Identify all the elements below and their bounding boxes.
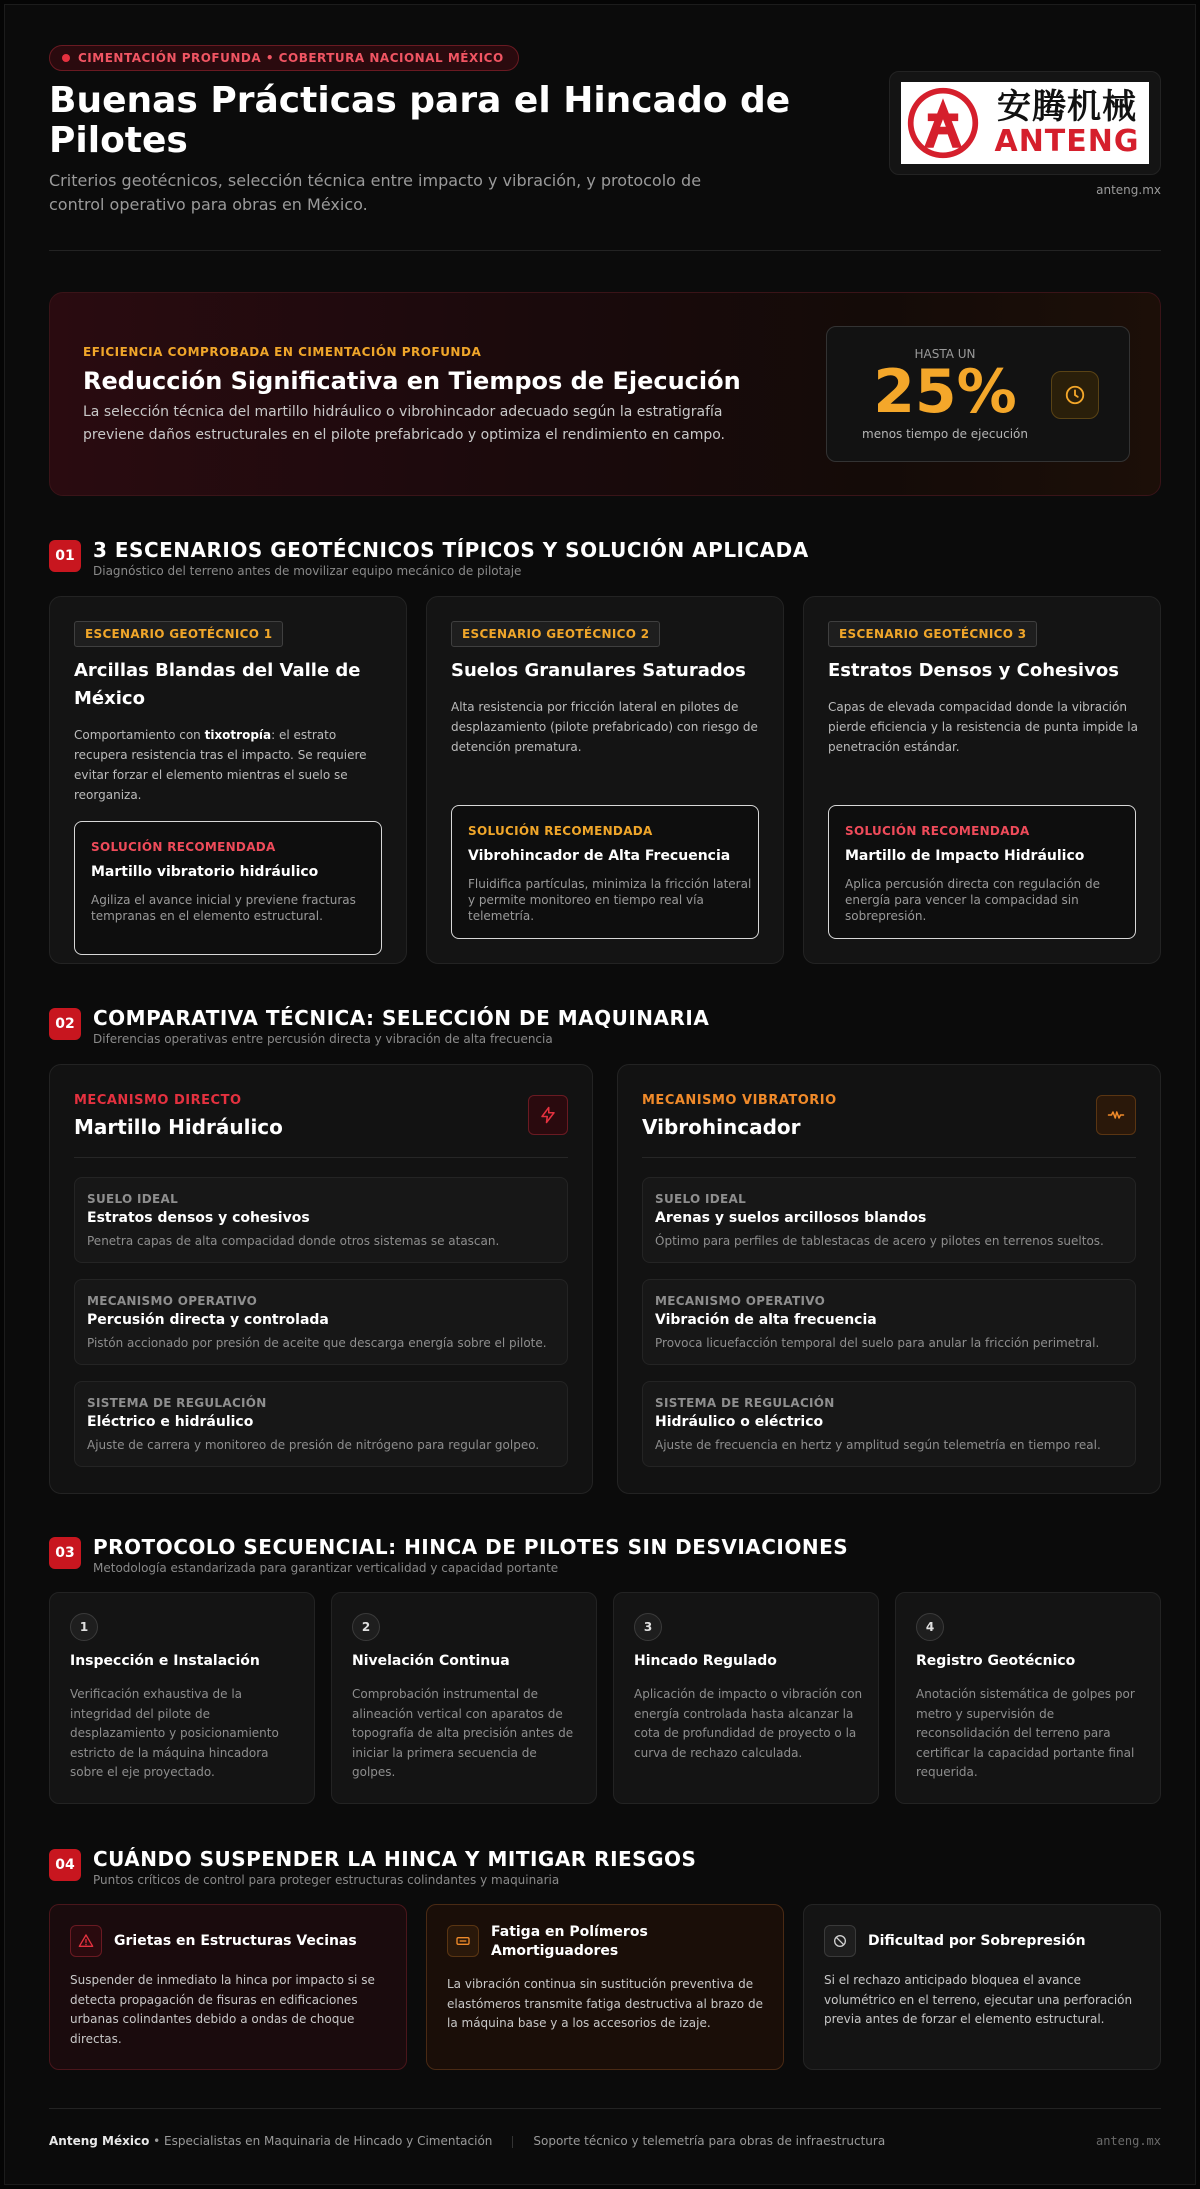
comparison-row (74, 1381, 568, 1467)
footer-separator (512, 2136, 513, 2148)
footer-tagline: • Especialistas en Maquinaria de Hincado y Cimentación (149, 2134, 493, 2148)
scenario-card-1 (49, 596, 407, 964)
scenario-desc-emphasis: tixotropía (204, 728, 272, 742)
prohibited-icon (824, 1925, 856, 1957)
row-value: Estratos densos y cohesivos (87, 1210, 310, 1226)
solution-description: Aplica percusión directa con regulación de energía para vencer la compacidad sin sobrepresión. (845, 877, 1100, 923)
section-4-subtitle: Puntos críticos de control para proteger estructuras colindantes y maquinaria (93, 1873, 560, 1887)
section-1-heading (49, 538, 1161, 578)
row-description: Ajuste de frecuencia en hertz y amplitud según telemetría en tiempo real. (655, 1438, 1101, 1452)
logo-text (989, 88, 1145, 158)
step-number: 2 (352, 1613, 380, 1641)
header-divider (49, 250, 1161, 251)
step-number: 3 (634, 1613, 662, 1641)
scenario-desc-part: : el estrato recupera resistencia tras el impacto. Se requiere evitar forzar el elemento mientras el suelo se reorganiza. (74, 728, 367, 802)
section-3-heading (49, 1535, 1161, 1575)
risk-title: Dificultad por Sobrepresión (868, 1933, 1086, 1949)
solution-box (451, 805, 759, 939)
row-description: Provoca licuefacción temporal del suelo para anular la fricción perimetral. (655, 1336, 1100, 1350)
row-value: Percusión directa y controlada (87, 1312, 329, 1328)
section-3-title: PROTOCOLO SECUENCIAL: HINCA DE PILOTES SIN DESVIACIONES (93, 1535, 849, 1559)
step-title: Hincado Regulado (634, 1653, 777, 1669)
section-3-number: 03 (49, 1537, 81, 1569)
row-label: SUELO IDEAL (655, 1192, 747, 1206)
header-tag-text: CIMENTACIÓN PROFUNDA • COBERTURA NACIONAL MÉXICO (78, 51, 504, 65)
logo-chinese-text: 安腾机械 (997, 87, 1137, 127)
solution-name: Martillo vibratorio hidráulico (91, 864, 319, 880)
comparison-row (74, 1177, 568, 1263)
step-number: 1 (70, 1613, 98, 1641)
risk-title: Fatiga en Polímeros Amortiguadores (491, 1924, 648, 1959)
machine-name: Martillo Hidráulico (74, 1115, 283, 1139)
header-site-link[interactable]: anteng.mx (1096, 183, 1161, 197)
header-tag (49, 45, 519, 71)
anteng-logo-mark-icon (905, 85, 981, 161)
step-number: 4 (916, 1613, 944, 1641)
scenario-badge: ESCENARIO GEOTÉCNICO 1 (74, 621, 283, 647)
mechanism-kicker: MECANISMO DIRECTO (74, 1093, 242, 1108)
footer (49, 2134, 1161, 2152)
section-4-heading (49, 1847, 1161, 1887)
section-2-subtitle: Diferencias operativas entre percusión directa y vibración de alta frecuencia (93, 1032, 553, 1046)
comparison-card-vibrohammer (617, 1064, 1161, 1494)
risk-description: Suspender de inmediato la hinca por impacto si se detecta propagación de fisuras en edificaciones urbanas colindantes debido a ondas de choque directas. (70, 1973, 375, 2046)
comparison-row (642, 1279, 1136, 1365)
risk-description: Si el rechazo anticipado bloquea el avance volumétrico en el terreno, ejecutar una perforación previa antes de forzar el elemento estructural. (824, 1973, 1133, 2026)
solution-name: Martillo de Impacto Hidráulico (845, 848, 1085, 864)
hero-banner (49, 292, 1161, 496)
solution-label: SOLUCIÓN RECOMENDADA (468, 824, 653, 838)
solution-description: Agiliza el avance inicial y previene fracturas tempranas en el elemento estructural. (91, 893, 356, 923)
scenario-desc-part: Comportamiento con (74, 728, 205, 742)
protocol-step-3 (613, 1592, 879, 1804)
step-description: Aplicación de impacto o vibración con energía controlada hasta alcanzar la cota de profundidad de proyecto o la curva de rechazo calculada. (634, 1687, 863, 1760)
step-description: Verificación exhaustiva de la integridad del pilote de desplazamiento y posicionamiento estricto de la máquina hincadora sobre el eje proyectado. (70, 1687, 279, 1779)
warning-triangle-icon (70, 1925, 102, 1957)
protocol-step-2 (331, 1592, 597, 1804)
damper-icon (447, 1925, 479, 1957)
tag-dot-icon (62, 54, 70, 62)
step-title: Nivelación Continua (352, 1653, 510, 1669)
row-label: MECANISMO OPERATIVO (655, 1294, 826, 1308)
scenario-title: Arcillas Blandas del Valle de México (74, 660, 361, 709)
scenario-title: Estratos Densos y Cohesivos (828, 660, 1119, 681)
scenario-title: Suelos Granulares Saturados (451, 660, 746, 681)
header (49, 45, 1161, 245)
section-1-subtitle: Diagnóstico del terreno antes de movilizar equipo mecánico de pilotaje (93, 564, 522, 578)
step-description: Anotación sistemática de golpes por metro y supervisión de reconsolidación del terreno para certificar la capacidad portante final requerida. (916, 1687, 1135, 1779)
card-divider (642, 1157, 1136, 1158)
footer-support: Soporte técnico y telemetría para obras de infraestructura (533, 2134, 886, 2148)
comparison-card-hydraulic-hammer (49, 1064, 593, 1494)
scenario-description: Alta resistencia por fricción lateral en pilotes de desplazamiento (pilote prefabricado) con riesgo de detención prematura. (451, 700, 758, 754)
section-2-title: COMPARATIVA TÉCNICA: SELECCIÓN DE MAQUINARIA (93, 1006, 710, 1030)
risk-card-overpressure (803, 1904, 1161, 2070)
risk-card-neighbor-cracks (49, 1904, 407, 2070)
row-label: MECANISMO OPERATIVO (87, 1294, 258, 1308)
section-4-title: CUÁNDO SUSPENDER LA HINCA Y MITIGAR RIESGOS (93, 1847, 697, 1871)
risk-description: La vibración continua sin sustitución preventiva de elastómeros transmite fatiga destructiva al brazo de la máquina base y a los accesorios de izaje. (447, 1977, 763, 2030)
scenario-description: Capas de elevada compacidad donde la vibración pierde eficiencia y la resistencia de punta impide la penetración estándar. (828, 700, 1138, 754)
section-4-number: 04 (49, 1849, 81, 1881)
scenario-card-2 (426, 596, 784, 964)
comparison-row (642, 1381, 1136, 1467)
page-title: Buenas Prácticas para el Hincado de Pilotes (49, 80, 791, 161)
footer-brand: Anteng México (49, 2134, 150, 2148)
row-value: Eléctrico e hidráulico (87, 1414, 254, 1430)
row-description: Pistón accionado por presión de aceite que descarga energía sobre el pilote. (87, 1336, 547, 1350)
anteng-logo (901, 82, 1149, 164)
card-divider (74, 1157, 568, 1158)
row-description: Penetra capas de alta compacidad donde otros sistemas se atascan. (87, 1234, 500, 1248)
section-3-subtitle: Metodología estandarizada para garantizar verticalidad y capacidad portante (93, 1561, 559, 1575)
protocol-step-1 (49, 1592, 315, 1804)
mechanism-kicker: MECANISMO VIBRATORIO (642, 1093, 837, 1108)
row-label: SUELO IDEAL (87, 1192, 179, 1206)
row-label: SISTEMA DE REGULACIÓN (87, 1396, 267, 1410)
logo-box (889, 71, 1161, 175)
scenario-badge: ESCENARIO GEOTÉCNICO 2 (451, 621, 660, 647)
page-frame (4, 4, 1196, 2185)
stat-prefix: HASTA UN (914, 347, 976, 361)
step-description: Comprobación instrumental de alineación vertical con aparatos de topografía de alta precisión antes de iniciar la primera secuencia de golpes. (352, 1687, 574, 1779)
page-subtitle: Criterios geotécnicos, selección técnica entre impacto y vibración, y protocolo de control operativo para obras en México. (49, 171, 702, 214)
row-value: Vibración de alta frecuencia (655, 1312, 877, 1328)
vibration-wave-icon (1096, 1095, 1136, 1135)
comparison-row (642, 1177, 1136, 1263)
risk-title: Grietas en Estructuras Vecinas (114, 1933, 357, 1949)
footer-divider (49, 2108, 1161, 2109)
machine-name: Vibrohincador (642, 1115, 801, 1139)
solution-label: SOLUCIÓN RECOMENDADA (91, 840, 276, 854)
stat-card (826, 326, 1130, 462)
step-title: Inspección e Instalación (70, 1653, 260, 1669)
section-2-number: 02 (49, 1008, 81, 1040)
section-2-heading (49, 1006, 1161, 1046)
row-description: Ajuste de carrera y monitoreo de presión de nitrógeno para regular golpeo. (87, 1438, 540, 1452)
clock-icon (1051, 371, 1099, 419)
scenario-badge: ESCENARIO GEOTÉCNICO 3 (828, 621, 1037, 647)
section-1-number: 01 (49, 540, 81, 572)
stat-caption: menos tiempo de ejecución (862, 427, 1028, 441)
risk-card-polymer-fatigue (426, 1904, 784, 2070)
solution-box (828, 805, 1136, 939)
protocol-step-4 (895, 1592, 1161, 1804)
solution-box (74, 821, 382, 955)
hero-text: La selección técnica del martillo hidráulico o vibrohincador adecuado según la estratigrafía previene daños estructurales en el pilote prefabricado y optimiza el rendimiento en campo. (83, 404, 725, 443)
solution-label: SOLUCIÓN RECOMENDADA (845, 824, 1030, 838)
logo-english-text: ANTENG (994, 124, 1140, 159)
stat-value: 25% (873, 357, 1017, 427)
solution-name: Vibrohincador de Alta Frecuencia (468, 848, 731, 864)
section-1-title: 3 ESCENARIOS GEOTÉCNICOS TÍPICOS Y SOLUCIÓN APLICADA (93, 538, 809, 562)
comparison-row (74, 1279, 568, 1365)
row-label: SISTEMA DE REGULACIÓN (655, 1396, 835, 1410)
hero-title: Reducción Significativa en Tiempos de Ejecución (83, 367, 741, 395)
step-title: Registro Geotécnico (916, 1653, 1076, 1669)
scenario-description (74, 725, 384, 805)
solution-description: Fluidifica partículas, minimiza la fricción lateral y permite monitoreo en tiempo real vía telemetría. (468, 877, 752, 923)
row-description: Óptimo para perfiles de tablestacas de acero y pilotes en terrenos sueltos. (655, 1234, 1104, 1248)
row-value: Hidráulico o eléctrico (655, 1414, 824, 1430)
scenario-card-3 (803, 596, 1161, 964)
footer-site-link[interactable]: anteng.mx (1095, 2134, 1161, 2148)
lightning-icon (528, 1095, 568, 1135)
row-value: Arenas y suelos arcillosos blandos (655, 1210, 927, 1226)
hero-eyebrow: EFICIENCIA COMPROBADA EN CIMENTACIÓN PROFUNDA (83, 345, 482, 359)
